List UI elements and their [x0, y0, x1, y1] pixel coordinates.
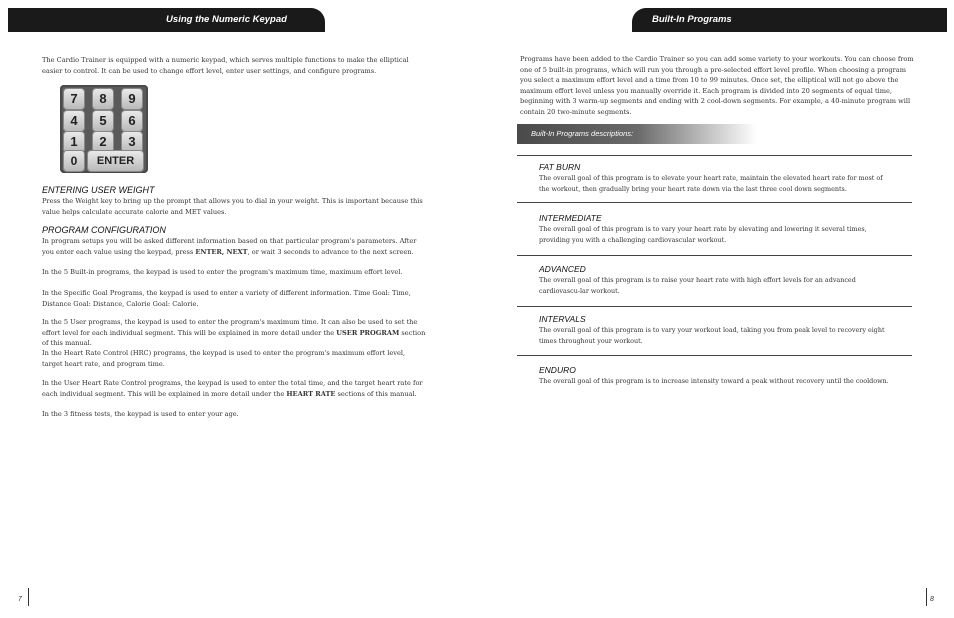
right-page-number-divider: [926, 588, 927, 606]
key-1: 1: [64, 132, 84, 152]
p4-text-a: In the 5 User programs, the keypad is used to enter the program's maximum time. It can also be used to set the effort level for each individual segment. This will be explained in more detail under the: [42, 318, 418, 337]
program-title-advanced: ADVANCED: [539, 264, 586, 274]
program-config-title: PROGRAM CONFIGURATION: [42, 225, 166, 235]
key-4: 4: [64, 111, 84, 131]
p6-text-c: sections of this manual.: [335, 389, 417, 398]
program-title-fat-burn: FAT BURN: [539, 162, 581, 172]
divider: [517, 355, 912, 356]
numeric-keypad-image: [60, 85, 148, 173]
right-page-number: 8: [930, 596, 934, 603]
divider: [517, 255, 912, 256]
program-config-p7: In the 3 fitness tests, the keypad is used to enter your age.: [42, 410, 239, 418]
program-config-p1: [42, 236, 427, 257]
left-page-number-divider: [28, 588, 29, 606]
key-9: 9: [122, 89, 142, 109]
key-2: 2: [93, 132, 113, 152]
program-config-p6: [42, 378, 427, 399]
divider: [517, 155, 912, 156]
key-6: 6: [122, 111, 142, 131]
key-5: 5: [93, 111, 113, 131]
key-enter: ENTER: [88, 151, 143, 171]
left-header-title: Using the Numeric Keypad: [166, 14, 287, 25]
divider: [517, 202, 912, 203]
program-title-intermediate: INTERMEDIATE: [539, 213, 602, 223]
entering-weight-title: ENTERING USER WEIGHT: [42, 185, 155, 195]
program-body-fat-burn: The overall goal of this program is to elevate your heart rate, maintain the elevated heart rate for most of the workout, then gradually bring your heart rate down via the last three cool down segments.: [539, 174, 883, 193]
p4-bold: USER PROGRAM: [336, 328, 400, 337]
program-title-enduro: ENDURO: [539, 365, 576, 375]
p6-text-a: In the User Heart Rate Control programs, the keypad is used to enter the total time, and the target heart rate for each individual segment. This will be explained in more detail under the: [42, 379, 423, 398]
right-page: [477, 0, 954, 618]
key-8: 8: [93, 89, 113, 109]
program-config-p4: [42, 317, 427, 349]
p1-text-c: , or wait 3 seconds to advance to the next screen.: [247, 247, 414, 256]
entering-weight-body: Press the Weight key to bring up the prompt that allows you to dial in your weight. This is important because this value helps calculate accurate calorie and MET values.: [42, 197, 423, 216]
key-3: 3: [122, 132, 142, 152]
program-config-p2: In the 5 Built-in programs, the keypad is used to enter the program's maximum time, maximum effort level.: [42, 268, 403, 276]
key-7: 7: [64, 89, 84, 109]
left-page-number: 7: [18, 596, 22, 603]
key-0: 0: [64, 151, 84, 171]
program-body-enduro: The overall goal of this program is to increase intensity toward a peak without recovery until the cooldown.: [539, 377, 889, 385]
left-page-header: [8, 8, 325, 32]
program-body-intervals: The overall goal of this program is to vary your workout load, taking you from peak level to recovery eight times throughout your workout.: [539, 326, 885, 345]
program-config-p5: In the Heart Rate Control (HRC) programs, the keypad is used to enter the program's maximum effort level, target heart rate, and program time.: [42, 349, 406, 368]
program-body-advanced: The overall goal of this program is to raise your heart rate with high effort levels for an advanced cardiovascu-lar workout.: [539, 276, 856, 295]
descriptions-label: Built-In Programs descriptions:: [531, 129, 634, 138]
p4-text-c: section of this manual.: [42, 328, 426, 347]
right-header-title: Built-In Programs: [652, 14, 732, 25]
p6-bold: HEART RATE: [286, 389, 336, 398]
p1-text-a: In program setups you will be asked different information based on that particular program's parameters. After you enter each value using the keypad, press: [42, 237, 417, 256]
program-config-p3: In the Specific Goal Programs, the keypad is used to enter a variety of different information. Time Goal: Time, Distance Goal: Distance, Calorie Goal: Calorie.: [42, 289, 411, 308]
program-title-intervals: INTERVALS: [539, 314, 586, 324]
program-body-intermediate: The overall goal of this program is to vary your heart rate by elevating and lowering it several times, providing you with a challenging cardiovascular workout.: [539, 225, 867, 244]
right-page-header: [632, 8, 947, 32]
p1-bold: ENTER, NEXT: [195, 247, 248, 256]
divider: [517, 306, 912, 307]
keypad-intro: The Cardio Trainer is equipped with a numeric keypad, which serves multiple functions to make the elliptical easier to control. It can be used to change effort level, enter user settings, and configure programs.: [42, 56, 409, 75]
descriptions-label-bar: [517, 124, 757, 144]
built-in-intro: Programs have been added to the Cardio Trainer so you can add some variety to your workouts. You can choose from one of 5 built-in programs, which will run you through a pre-selected effort level profile. When choosing a program you select a maximum effort level and a time from 10 to 99 minutes. Once set, the elliptical will not go above the maximum effort level unless you manually override it. Each program is divided into 20 segments of equal time, beginning with 3 warm-up segments and ending with 2 cool-down segments. For example, a 40-minute program will contain 20 two-minute segments.: [520, 55, 914, 116]
